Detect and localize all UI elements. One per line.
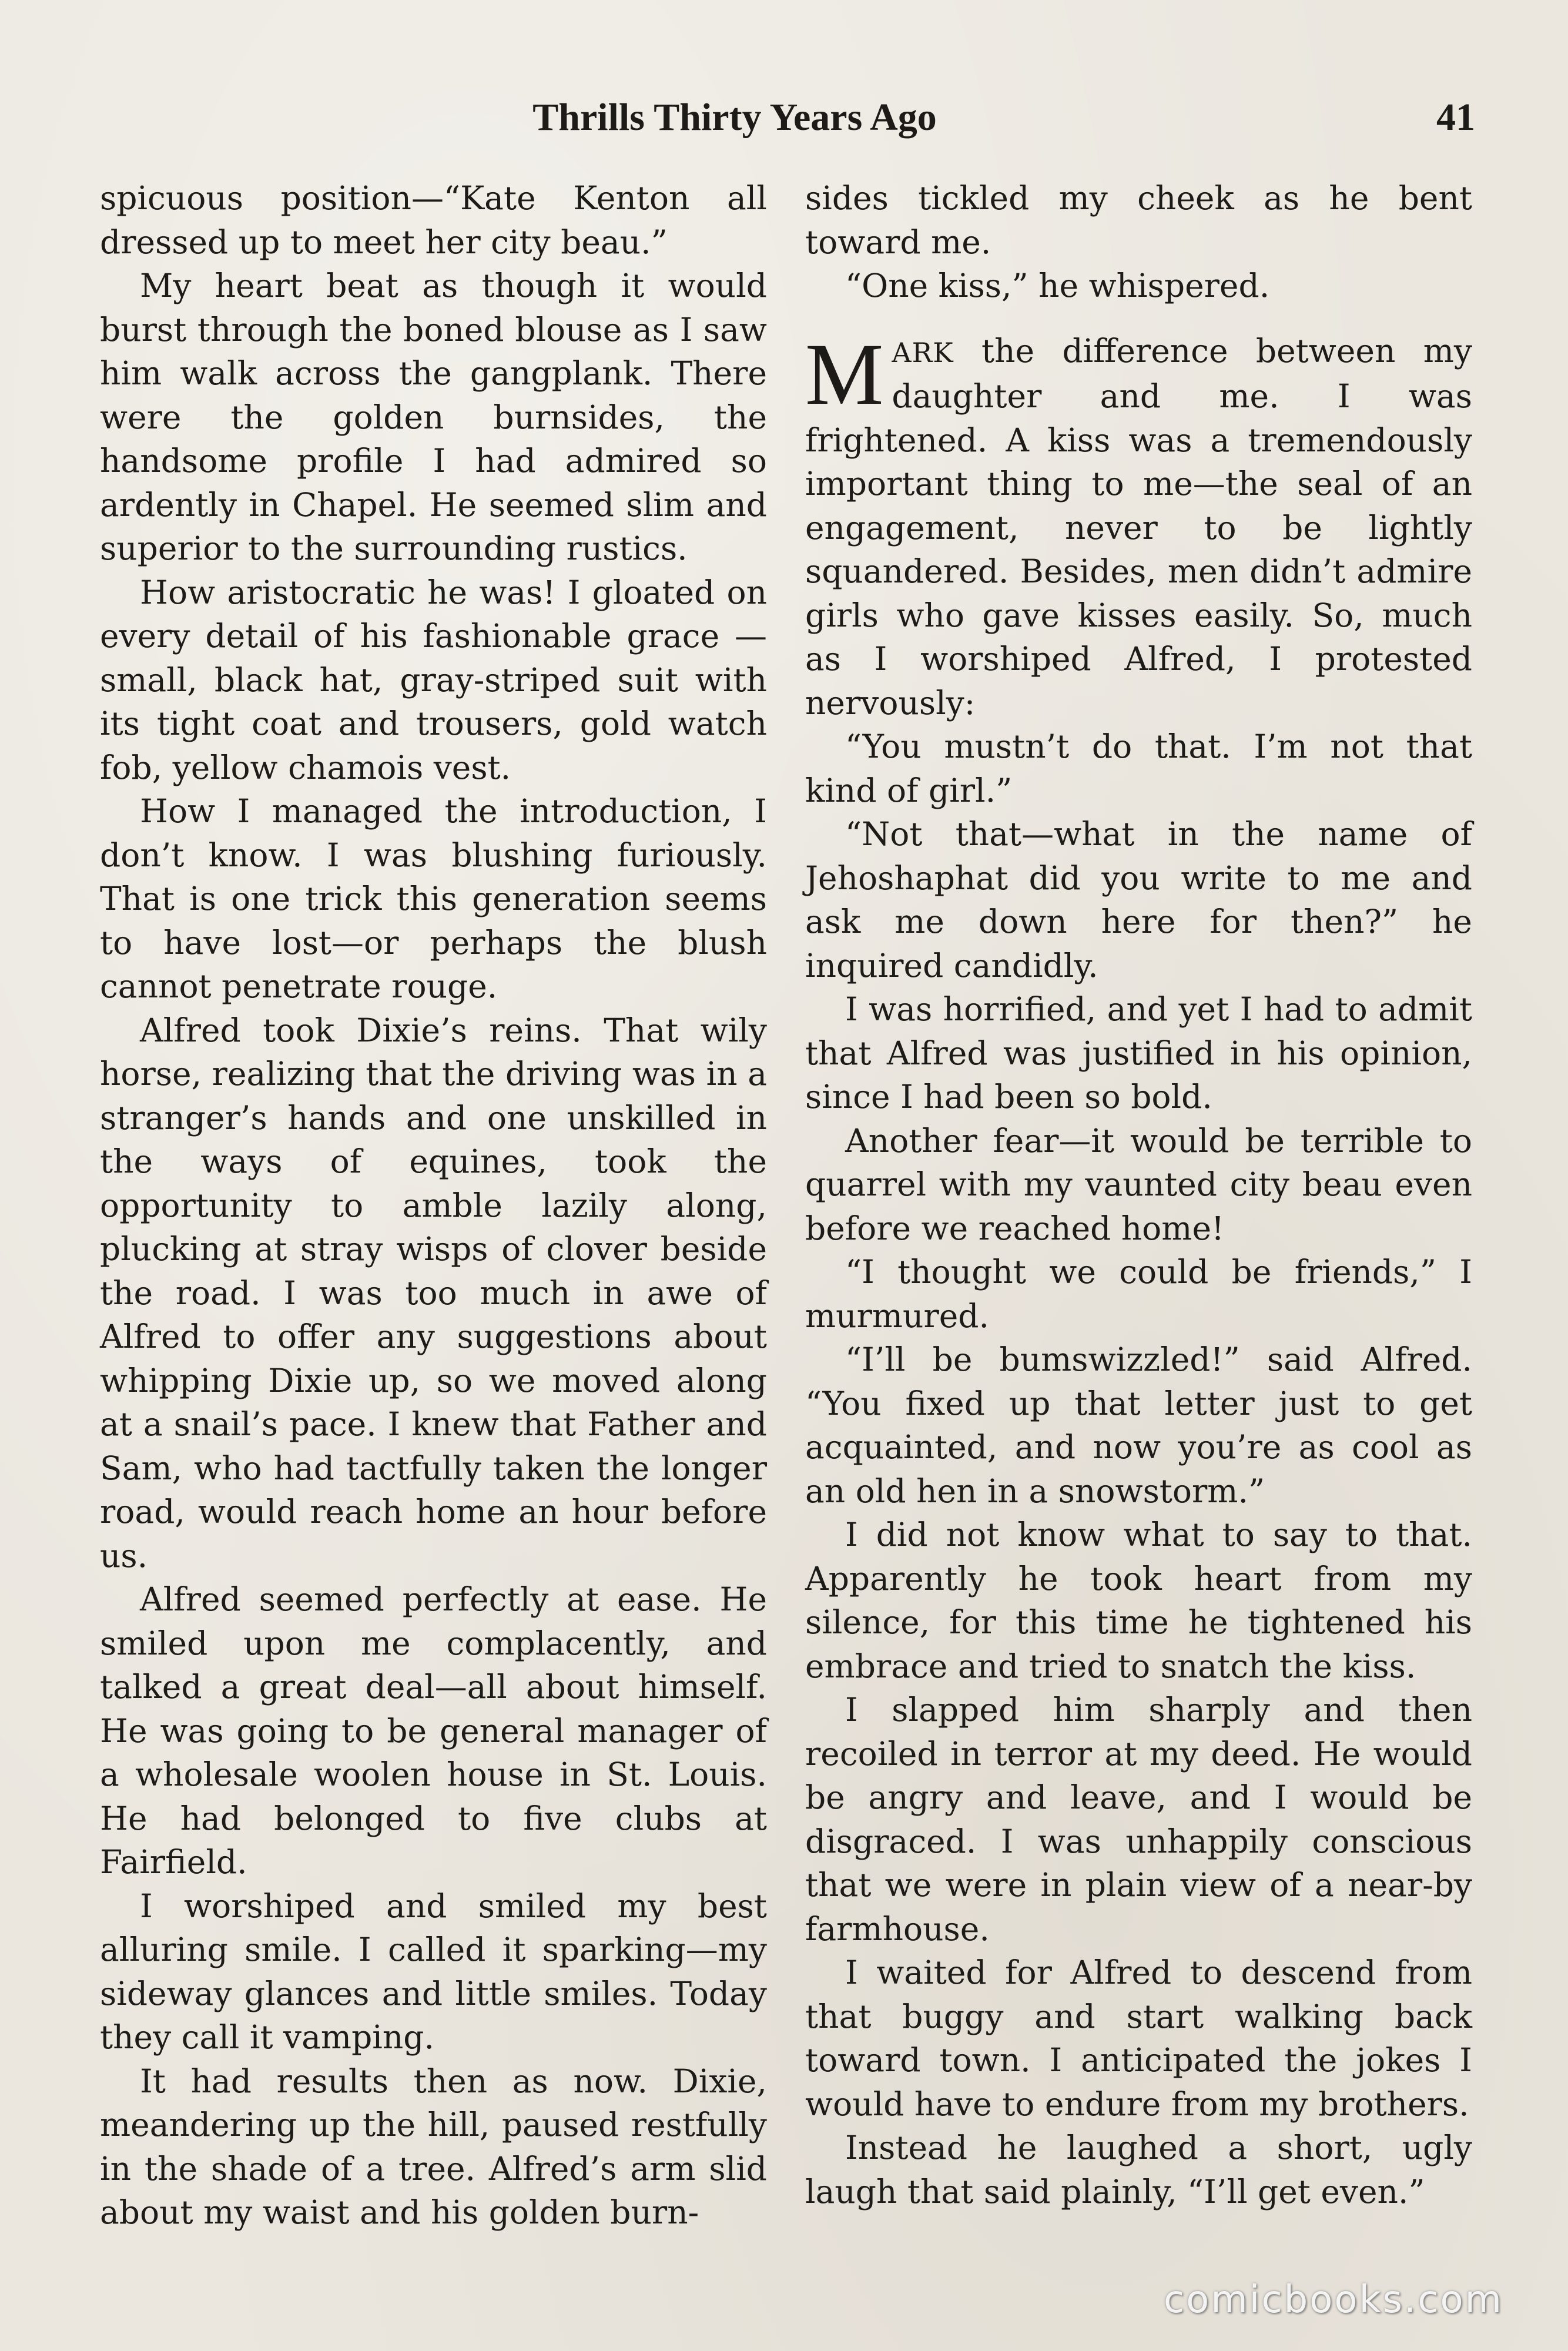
right-column (805, 176, 1472, 2213)
paragraph: Alfred took Dixie’s reins. That wily horse, realizing that the driving was in a stranger’s hands and one unskilled in the ways of equines, took the opportunity to amble lazily along, plucking at stray wisps of clover beside the road. I was too much in awe of Alfred to offer any suggestions about whipping Dixie up, so we moved along at a snail’s pace. I knew that Father and Sam, who had tactfully taken the longer road, would reach home an hour before us. (100, 1011, 767, 1575)
paragraph: “Not that—what in the name of Jehoshaphat did you write to me and ask me down here for then?” he inquired candidly. (805, 815, 1472, 984)
paragraph-continuation: sides tickled my cheek as he bent toward me. (805, 179, 1472, 261)
paragraph: “One kiss,” he whispered. (845, 267, 1270, 304)
paragraph: It had results then as now. Dixie, meandering up the hill, paused restfully in the shade of a tree. Alfred’s arm slid about my waist and his golden burn- (100, 2062, 767, 2231)
paragraph-text: the difference between my daughter and me. I was frightened. A kiss was a tremendously important thing to me—the seal of an engagement, never to be lightly squandered. Besides, men didn’t admire girls who gave kisses easily. So, much as I worshiped Alfred, I protested nervously: (805, 331, 1472, 722)
paragraph: My heart beat as though it would burst through the boned blouse as I saw him walk across the gangplank. There were the golden burnsides, the handsome profile I had admired so ardently in Chapel. He seemed slim and superior to the surrounding rustics. (100, 267, 767, 567)
paragraph: Alfred seemed perfectly at ease. He smiled upon me complacently, and talked a great deal—all about himself. He was going to be general manager of a wholesale woolen house in St. Louis. He had belonged to five clubs at Fairfield. (100, 1580, 767, 1881)
paragraph: I did not know what to say to that. Apparently he took heart from my silence, for this time he tightened his embrace and tried to snatch the kiss. (805, 1516, 1472, 1685)
drop-cap: M (805, 325, 884, 423)
watermark: comicbooks.com (1163, 2278, 1503, 2322)
paragraph-continuation: spicuous position—“Kate Kenton all dressed up to meet her city beau.” (100, 179, 767, 261)
paragraph: How aristocratic he was! I gloated on every detail of his fashionable grace —small, black hat, gray-striped suit with its tight coat and trousers, gold watch fob, yellow chamois vest. (100, 573, 767, 786)
paragraph: Another fear—it would be terrible to quarrel with my vaunted city beau even before we reached home! (805, 1121, 1472, 1247)
paragraph: Instead he laughed a short, ugly laugh that said plainly, “I’ll get even.” (805, 2129, 1472, 2211)
paragraph: I waited for Alfred to descend from that buggy and start walking back toward town. I anticipated the jokes I would have to endure from my brothers. (805, 1954, 1472, 2123)
paragraph: I worshiped and smiled my best alluring smile. I called it sparking—my sideway glances and little smiles. Today they call it vamping. (100, 1887, 767, 2056)
paragraph: “I thought we could be friends,” I murmured. (805, 1253, 1472, 1335)
left-column (100, 176, 767, 2235)
section-opening-paragraph (805, 325, 1472, 725)
small-caps-lead: ARK (892, 336, 954, 369)
paragraph: I was horrified, and yet I had to admit that Alfred was justified in his opinion, since I had been so bold. (805, 990, 1472, 1116)
running-head (100, 88, 1475, 147)
paragraph: I slapped him sharply and then recoiled in terror at my deed. He would be angry and leave, and I would be disgraced. I was unhappily conscious that we were in plain view of a near-by farmhouse. (805, 1691, 1472, 1948)
paragraph: “I’ll be bumswizzled!” said Alfred. “You fixed up that letter just to get acquainted, and now you’re as cool as an old hen in a snowstorm.” (805, 1341, 1472, 1510)
running-title: Thrills Thirty Years Ago (532, 96, 937, 139)
paragraph: “You mustn’t do that. I’m not that kind of girl.” (805, 728, 1472, 809)
page-number: 41 (1436, 96, 1475, 139)
paragraph: How I managed the introduction, I don’t know. I was blushing furiously. That is one trick this generation seems to have lost—or perhaps the blush cannot penetrate rouge. (100, 792, 767, 1005)
